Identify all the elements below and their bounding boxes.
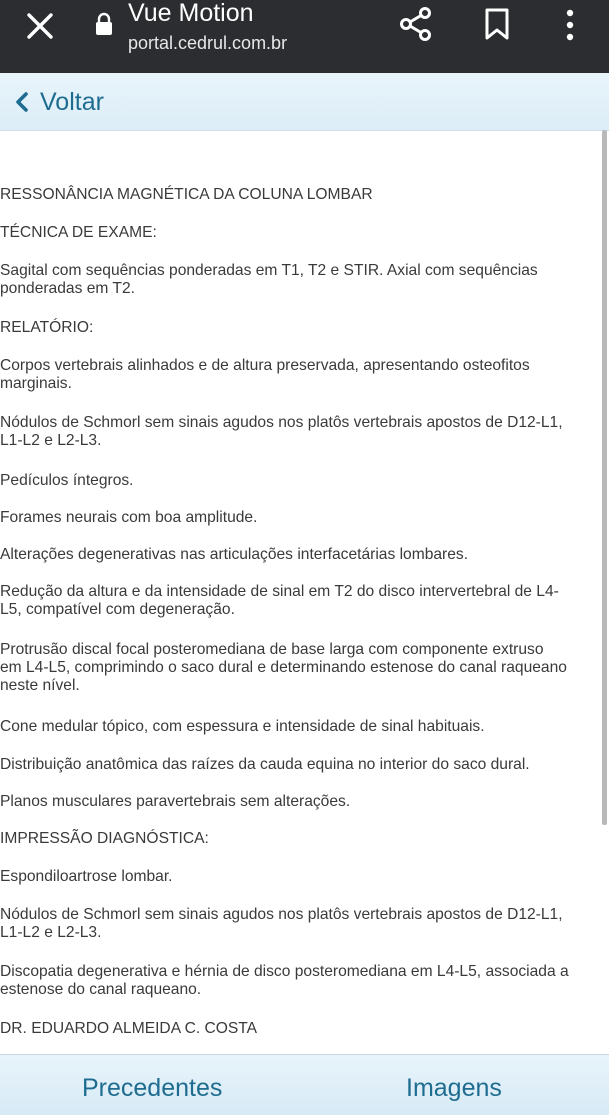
report-section-heading: IMPRESSÃO DIAGNÓSTICA: bbox=[0, 830, 209, 847]
report-paragraph: Sagital com sequências ponderadas em T1, T2 e STIR. Axial com sequências ponderadas em T2. bbox=[0, 262, 538, 297]
back-button[interactable] bbox=[14, 87, 104, 117]
page-url: portal.cedrul.com.br bbox=[128, 33, 288, 53]
back-label: Voltar bbox=[40, 88, 104, 116]
report-content bbox=[0, 130, 607, 1054]
report-paragraph: Espondiloartrose lombar. bbox=[0, 868, 173, 885]
report-section-heading: TÉCNICA DE EXAME: bbox=[0, 224, 157, 241]
report-heading: RESSONÂNCIA MAGNÉTICA DA COLUNA LOMBAR bbox=[0, 186, 373, 203]
page-title: Vue Motion bbox=[128, 0, 254, 27]
bottom-tab-bar bbox=[0, 1054, 609, 1115]
more-vert-icon[interactable] bbox=[558, 8, 582, 42]
report-paragraph: Discopatia degenerativa e hérnia de disco posteromediana em L4-L5, associada a estenose do canal raqueano. bbox=[0, 963, 569, 998]
report-paragraph: Protrusão discal focal posteromediana de base larga com componente extruso em L4-L5, comprimindo o saco dural e determinando estenose do canal raqueano neste nível. bbox=[0, 641, 567, 694]
report-paragraph: Corpos vertebrais alinhados e de altura preservada, apresentando osteofitos marginais. bbox=[0, 357, 530, 392]
tab-precedentes[interactable]: Precedentes bbox=[82, 1074, 223, 1102]
report-paragraph: Nódulos de Schmorl sem sinais agudos nos platôs vertebrais apostos de D12-L1, L1-L2 e L2-L3. bbox=[0, 906, 563, 941]
scrollbar[interactable] bbox=[602, 130, 607, 825]
report-paragraph: Cone medular tópico, com espessura e intensidade de sinal habituais. bbox=[0, 718, 485, 735]
lock-icon bbox=[94, 12, 114, 36]
share-icon[interactable] bbox=[398, 6, 434, 42]
report-signature: DR. EDUARDO ALMEIDA C. COSTA bbox=[0, 1020, 258, 1037]
report-paragraph: Distribuição anatômica das raízes da cauda equina no interior do saco dural. bbox=[0, 756, 530, 773]
nav-bar bbox=[0, 73, 609, 131]
report-paragraph: Pedículos íntegros. bbox=[0, 472, 134, 489]
bookmark-icon[interactable] bbox=[484, 8, 510, 40]
report-paragraph: Planos musculares paravertebrais sem alterações. bbox=[0, 793, 351, 810]
chevron-left-icon bbox=[14, 91, 30, 113]
report-section-heading: RELATÓRIO: bbox=[0, 319, 94, 336]
report-paragraph: Forames neurais com boa amplitude. bbox=[0, 509, 258, 526]
report-paragraph: Nódulos de Schmorl sem sinais agudos nos platôs vertebrais apostos de D12-L1, L1-L2 e L2-L3. bbox=[0, 414, 563, 449]
tab-imagens[interactable]: Imagens bbox=[406, 1074, 502, 1102]
report-paragraph: Alterações degenerativas nas articulações interfacetárias lombares. bbox=[0, 546, 469, 563]
report-paragraph: Redução da altura e da intensidade de sinal em T2 do disco intervertebral de L4- L5, compatível com degeneração. bbox=[0, 583, 559, 618]
close-icon[interactable] bbox=[24, 10, 56, 42]
browser-toolbar bbox=[0, 0, 609, 73]
